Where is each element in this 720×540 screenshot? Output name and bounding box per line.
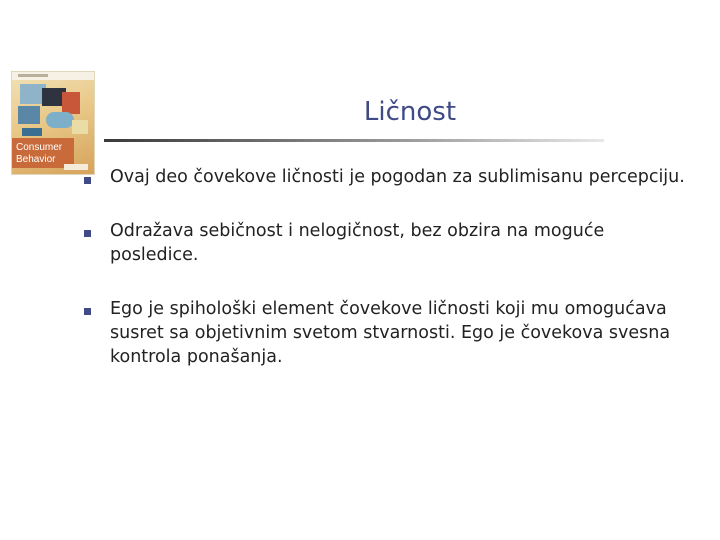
bullet-text: Ovaj deo čovekove ličnosti je pogodan za sublimisanu percepciju. <box>110 167 685 187</box>
bullet-text: Ego je spihološki element čovekove ličnosti koji mu omogućava susret sa objetivnim svetom stvarnosti. Ego je čovekova svesna kontrola ponašanja. <box>110 299 671 367</box>
slide-title: Ličnost <box>363 97 457 127</box>
bullet-item <box>84 219 650 267</box>
title-underline <box>104 139 604 142</box>
bullet-item <box>84 165 704 189</box>
cover-top-strip <box>12 72 94 80</box>
cover-title-line-2: Behavior <box>16 154 56 165</box>
book-cover-image <box>12 72 94 174</box>
bullet-text: Odražava sebičnost i nelogičnost, bez obzira na moguće posledice. <box>110 221 605 265</box>
bullet-list <box>84 162 704 369</box>
square-bullet-icon <box>84 308 91 315</box>
square-bullet-icon <box>84 230 91 237</box>
square-bullet-icon <box>84 177 91 184</box>
bullet-item <box>84 297 690 369</box>
cover-title-line-1: Consumer <box>16 142 63 153</box>
